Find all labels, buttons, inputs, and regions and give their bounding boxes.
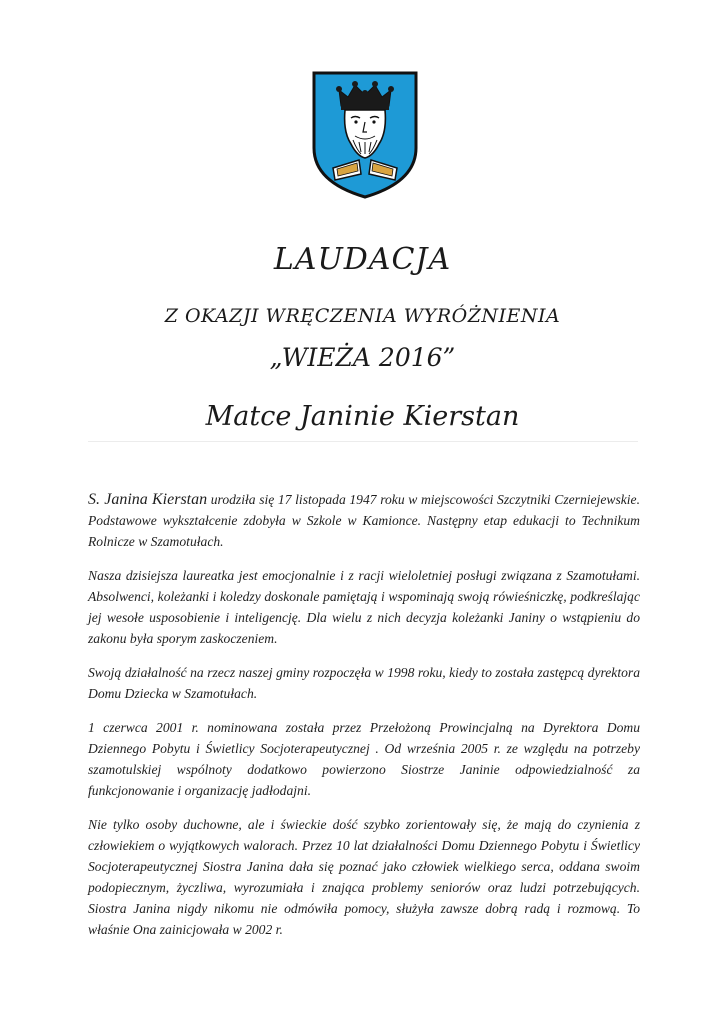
- paragraph: Nasza dzisiejsza laureatka jest emocjonalnie i z racji wieloletniej posługi związana z Szamotułami. Absolwenci, koleżanki i koledzy doskonale pamiętają i wspominają swoją rówieśniczkę, podkreślając jej wesołe usposobienie i inteligencję. Dla wielu z nich decyzja koleżanki Janiny o wstąpieniu do zakonu była sporym zaskoczeniem.: [88, 568, 640, 646]
- paragraph: Nie tylko osoby duchowne, ale i świeckie dość szybko zorientowały się, że mają do czynienia z człowiekiem o wyjątkowych walorach. Przez 10 lat działalności Domu Dziennego Pobytu i Świetlicy Socjoterapeutycznej Siostra Janina dała się poznać jako człowiek wielkiego serca, oddana swoim podopiecznym, życzliwa, wyrozumiała i znająca problemy seniorów oraz ludzi potrzebujących. Siostra Janina nigdy nikomu nie odmówiła pomocy, służyła zawsze dobrą radą i rozmową. To właśnie Ona zainicjowała w 2002 r.: [88, 817, 640, 937]
- paragraph: Swoją działalność na rzecz naszej gminy rozpoczęła w 1998 roku, kiedy to została zastępcą dyrektora Domu Dziecka w Szamotułach.: [88, 665, 640, 701]
- coat-of-arms-emblem: [311, 70, 419, 200]
- recipient-name: Matce Janinie Kierstan: [205, 401, 520, 432]
- divider: [88, 441, 638, 442]
- paragraph-text: urodziła się 17 listopada 1947 roku w miejscowości Szczytniki Czerniejewskie. Podstawowe wykształcenie zdobyła w Szkole w Kamionce. Następny etap edukacji to Technikum Rolnicze w Szamotułach.: [88, 492, 640, 549]
- award-name: „WIEŻA 2016”: [269, 343, 456, 372]
- paragraph: [88, 489, 640, 552]
- paragraph: 1 czerwca 2001 r. nominowana została przez Przełożoną Prowincjalną na Dyrektora Domu Dziennego Pobytu i Świetlicy Socjoterapeutycznej . Od września 2005 r. ze względu na potrzeby szamotulskiej wspólnoty dodatkowo powierzono Siostrze Janinie odpowiedzialność za funkcjonowanie i organizację jadłodajni.: [88, 720, 640, 798]
- honoree-name: S. Janina Kierstan: [88, 491, 208, 508]
- document-title: LAUDACJA: [273, 242, 452, 277]
- occasion-subtitle: Z OKAZJI WRĘCZENIA WYRÓŻNIENIA: [164, 305, 561, 327]
- laudation-body: [88, 489, 640, 953]
